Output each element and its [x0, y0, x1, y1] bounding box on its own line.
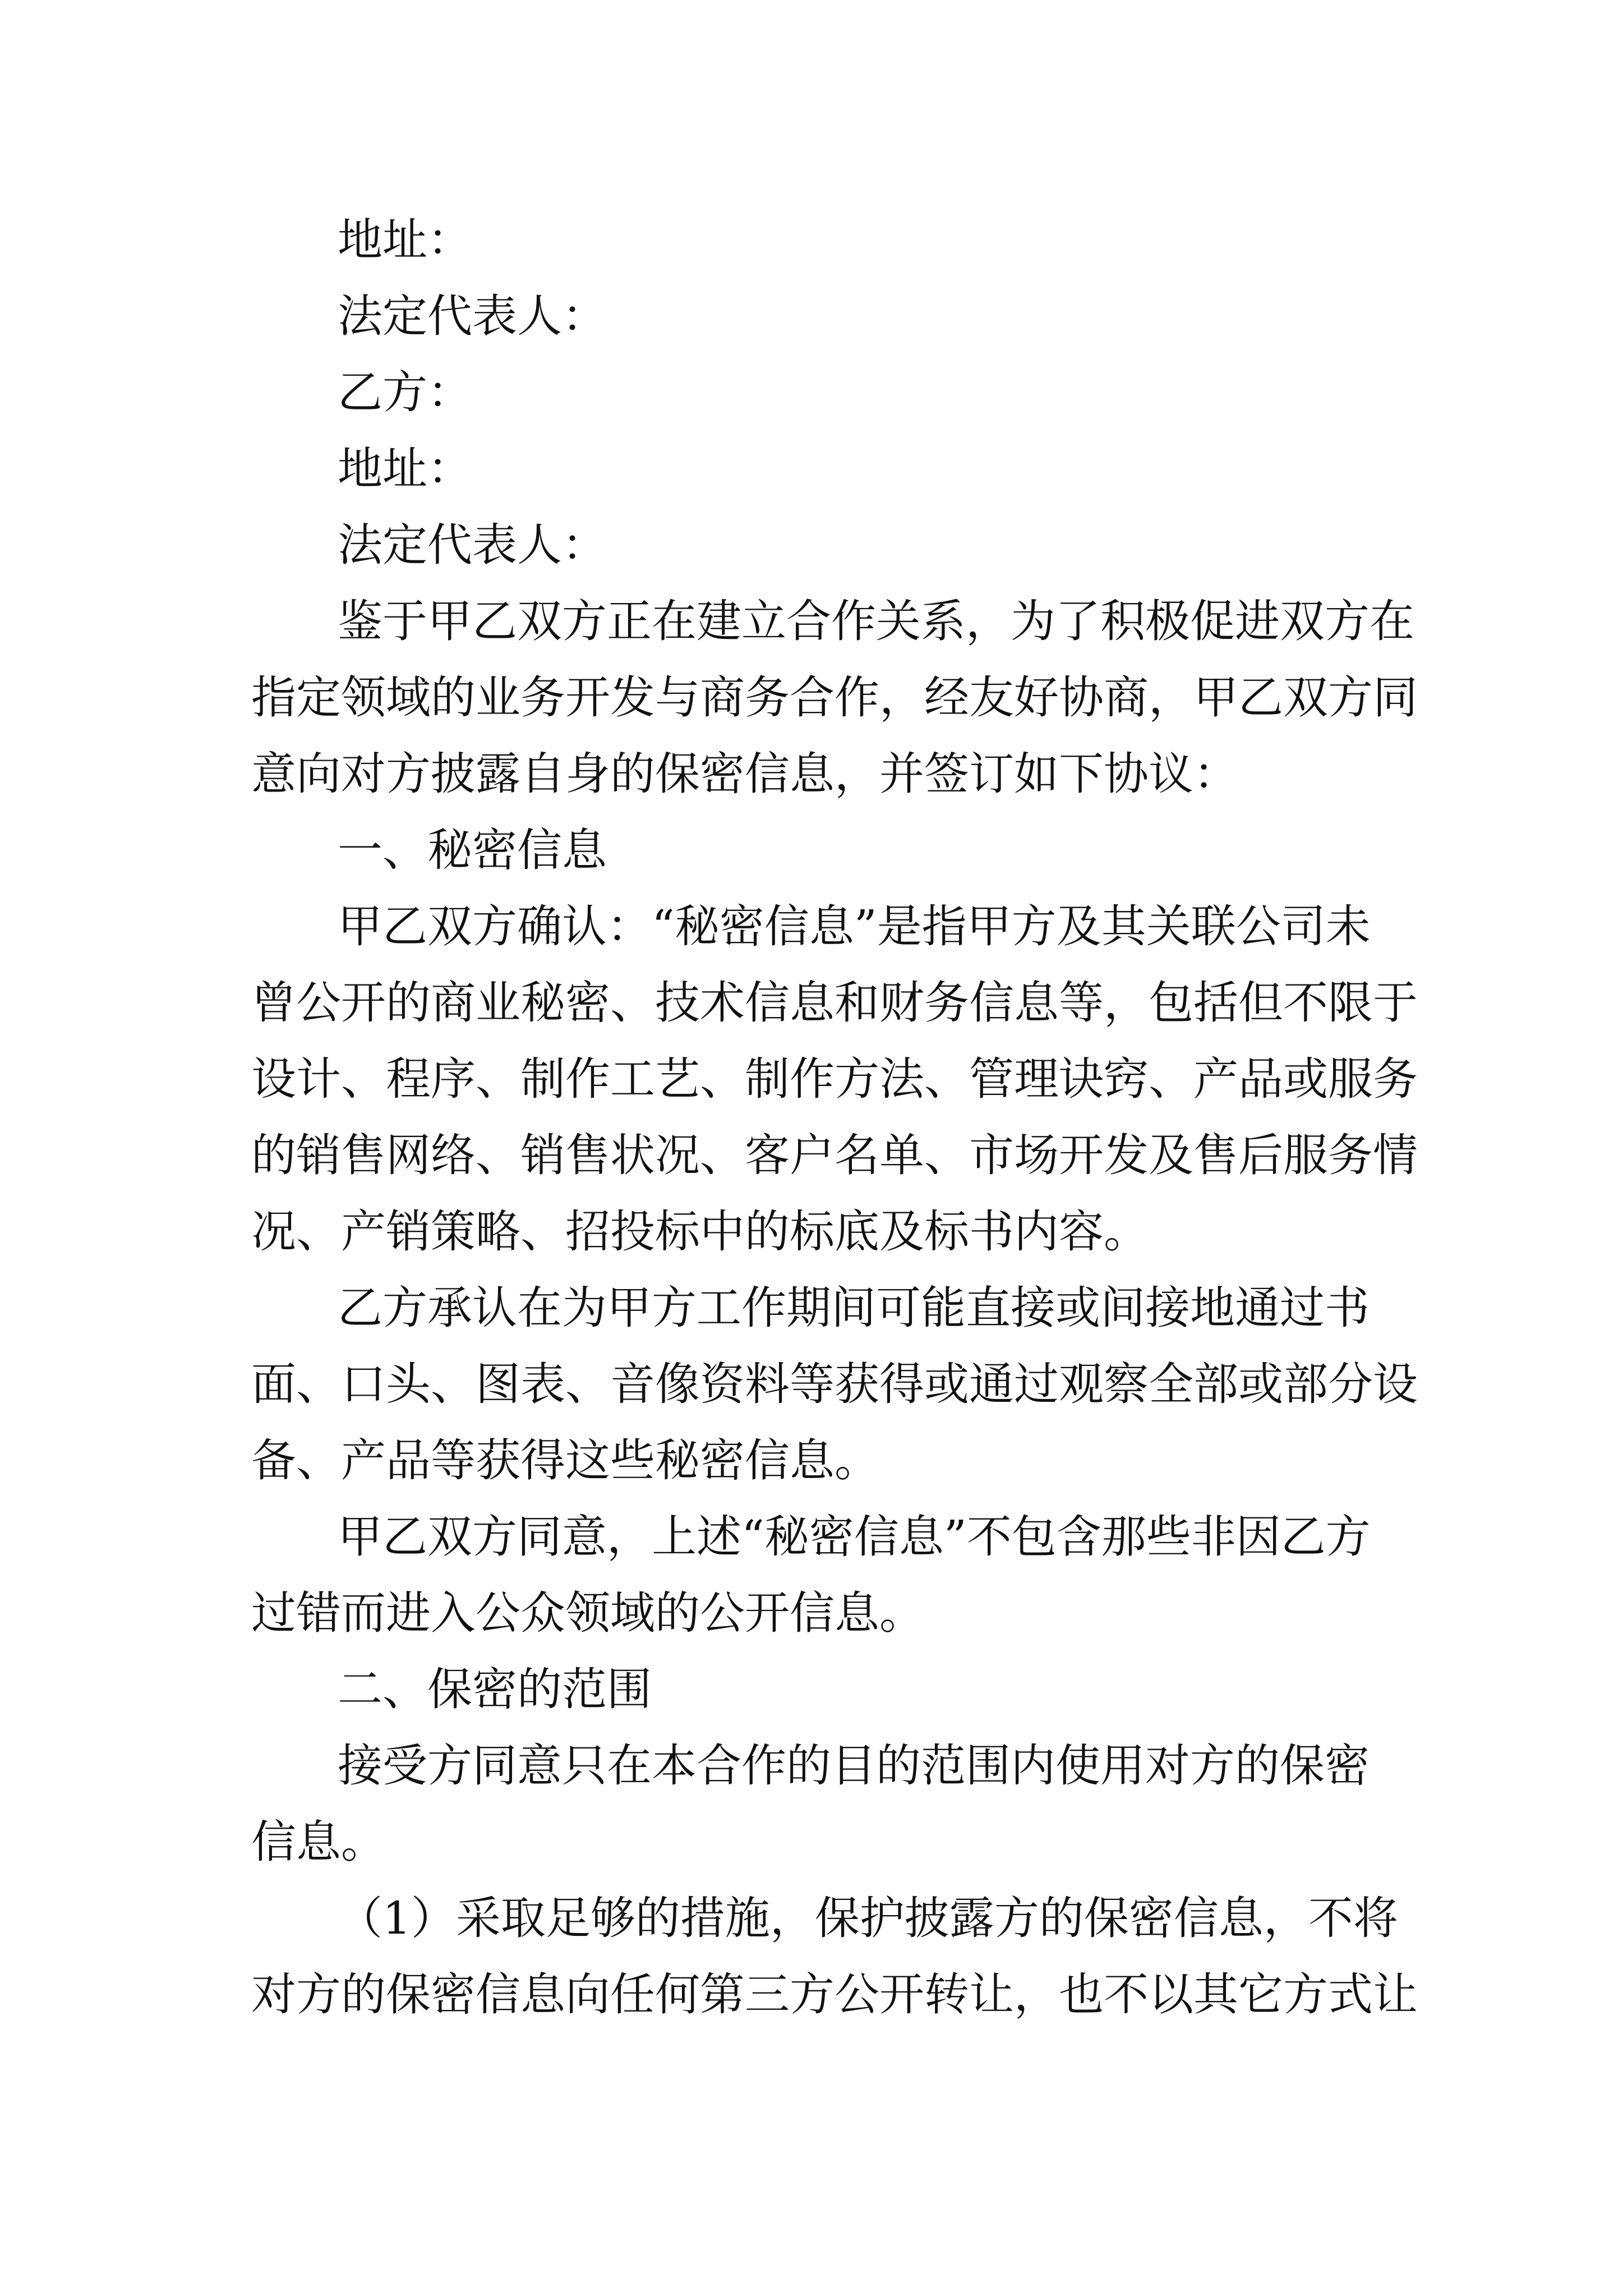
paragraph-preamble-line-2: 指定领域的业务开发与商务合作，经友好协商，甲乙双方同: [251, 671, 1418, 724]
paragraph-definition-line-4: 的销售网络、销售状况、客户名单、市场开发及售后服务情: [251, 1129, 1418, 1181]
clause-1-line-1: （1）采取足够的措施，保护披露方的保密信息，不将: [338, 1892, 1398, 1944]
paragraph-scope-line-2: 信息。: [251, 1816, 386, 1868]
section-heading-confidential-info: 一、秘密信息: [338, 824, 607, 876]
paragraph-preamble-line-3: 意向对方披露自身的保密信息，并签订如下协议：: [251, 748, 1238, 800]
paragraph-preamble-line-1: 鉴于甲乙双方正在建立合作关系，为了积极促进双方在: [338, 595, 1414, 647]
paragraph-definition-line-5: 况、产销策略、招投标中的标底及标书内容。: [251, 1205, 1149, 1258]
field-legal-rep-party-b: 法定代表人：: [338, 519, 607, 571]
paragraph-definition-line-3: 设计、程序、制作工艺、制作方法、管理诀窍、产品或服务: [251, 1053, 1418, 1105]
clause-1-line-2: 对方的保密信息向任何第三方公开转让，也不以其它方式让: [251, 1968, 1418, 2021]
field-legal-rep-party-a: 法定代表人：: [338, 290, 607, 342]
paragraph-exclusion-line-1: 甲乙双方同意，上述“秘密信息”不包含那些非因乙方: [338, 1511, 1371, 1563]
paragraph-definition-line-2: 曾公开的商业秘密、技术信息和财务信息等，包括但不限于: [251, 977, 1418, 1029]
paragraph-acknowledgement-line-3: 备、产品等获得这些秘密信息。: [251, 1434, 879, 1487]
paragraph-scope-line-1: 接受方同意只在本合作的目的范围内使用对方的保密: [338, 1740, 1370, 1792]
field-address-party-b: 地址：: [338, 443, 472, 495]
paragraph-definition-line-1: 甲乙双方确认：“秘密信息”是指甲方及其关联公司未: [338, 900, 1371, 953]
field-party-b: 乙方：: [338, 366, 472, 418]
paragraph-exclusion-line-2: 过错而进入公众领域的公开信息。: [251, 1587, 924, 1639]
section-heading-scope: 二、保密的范围: [338, 1663, 652, 1715]
field-address-party-a: 地址：: [338, 214, 472, 266]
paragraph-acknowledgement-line-1: 乙方承认在为甲方工作期间可能直接或间接地通过书: [338, 1282, 1370, 1334]
paragraph-acknowledgement-line-2: 面、口头、图表、音像资料等获得或通过观察全部或部分设: [251, 1358, 1418, 1410]
